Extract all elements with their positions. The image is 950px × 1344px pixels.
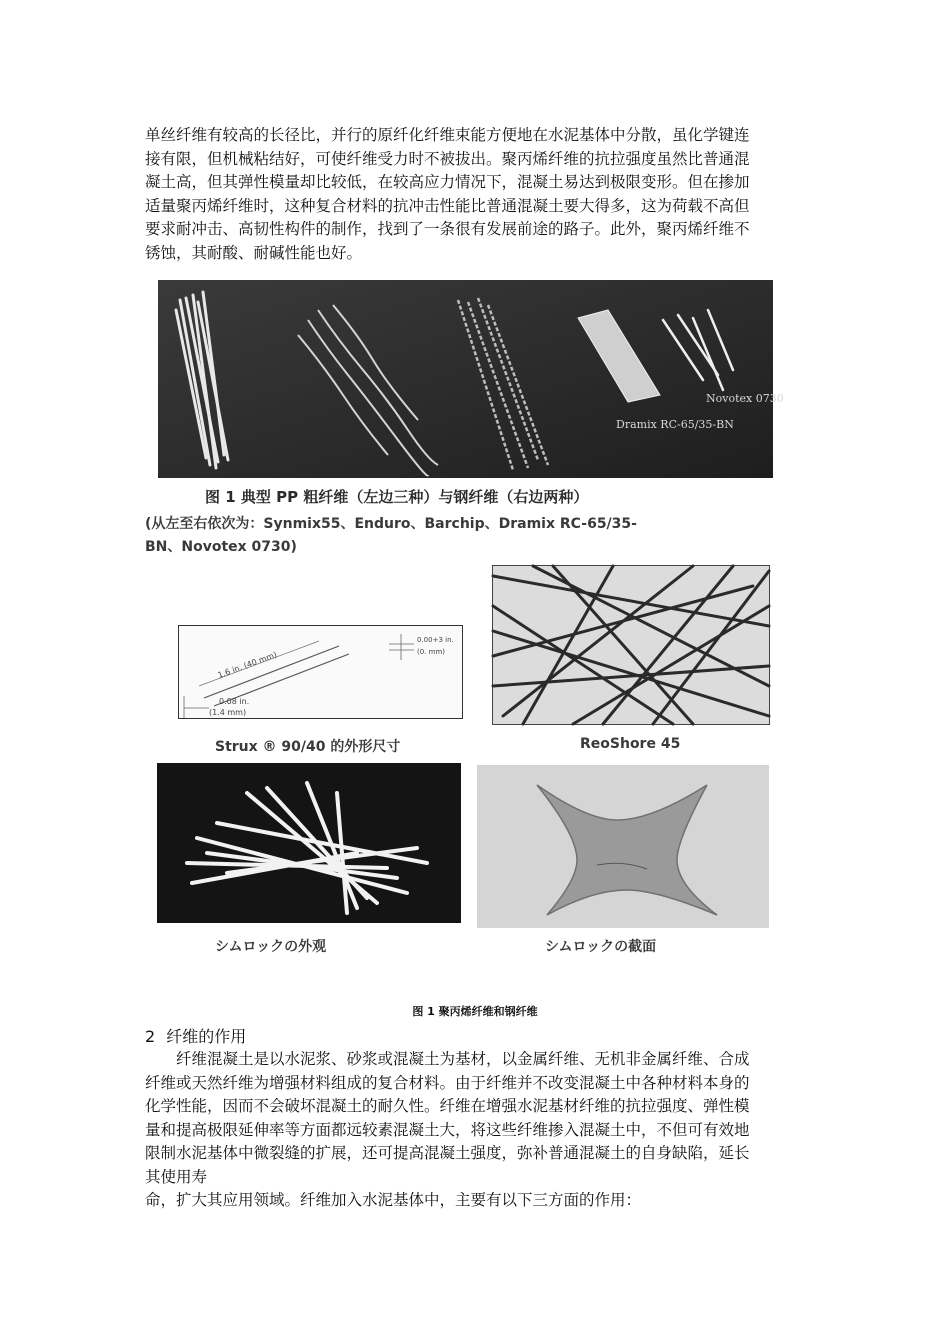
length-dimension: 1.6 in. (40 mm) — [216, 650, 279, 680]
fiber-samples-photo — [158, 280, 784, 478]
intro-paragraph — [145, 124, 809, 265]
text-line: 锈蚀，其耐酸、耐碱性能也好。 — [145, 243, 363, 262]
text-line: 化学性能，因而不会破坏混凝土的耐久性。纤维在增强水泥基材纤维的抗拉强度、弹性模 — [145, 1097, 750, 1115]
text-line: 凝土高，但其弹性模量却比较低，在较高应力情况下，混凝土易达到极限变形。但在掺加 — [145, 173, 750, 191]
width-dimension-mm: (1.4 mm) — [209, 708, 247, 717]
section-title: 纤维的作用 — [166, 1027, 247, 1046]
text-line: 纤维混凝土是以水泥浆、砂浆或混凝土为基材，以金属纤维、无机非金属纤维、合成 — [145, 1050, 750, 1068]
text-line: 命，扩大其应用领域。纤维加入水泥基体中，主要有以下三方面的作用： — [145, 1191, 642, 1209]
text-line: 适量聚丙烯纤维时，这种复合材料的抗冲击性能比普通混凝土要大得多，这为荷载不高但 — [145, 196, 750, 215]
text-line: 要求耐冲击、高韧性构件的制作，找到了一条很有发展前途的路子。此外，聚丙烯纤维不 — [145, 220, 750, 238]
text-line: 纤维或天然纤维为增强材料组成的复合材料。由于纤维并不改变混凝土中各种材料本身的 — [145, 1073, 750, 1092]
thickness-dimension: 0.00+3 in. — [417, 636, 454, 644]
dramix-label: Dramix RC-65/35-BN — [616, 418, 734, 431]
section-number: 2 — [145, 1027, 156, 1046]
strux-caption: Strux ® 90/40 的外形尺寸 — [215, 739, 401, 755]
text-line: 接有限，但机械粘结好，可使纤维受力时不被拔出。聚丙烯纤维的抗拉强度虽然比普通混 — [145, 149, 750, 168]
figure-title: 图 1 聚丙烯纤维和钢纤维 — [412, 1005, 538, 1018]
text-line: 其使用寿 — [145, 1167, 208, 1186]
reoshore-caption: ReoShore 45 — [580, 736, 681, 752]
simlock-section-photo — [477, 765, 769, 928]
reoshore-photo — [492, 565, 770, 725]
fiber-samples-illustration — [158, 280, 784, 478]
simlock-view-caption: シムロックの外观 — [215, 939, 327, 955]
simlock-section-caption: シムロックの截面 — [545, 939, 657, 955]
section-heading — [145, 1024, 246, 1047]
thickness-dimension-mm: (0. mm) — [417, 648, 446, 656]
novotex-label: Novotex 0730 — [706, 392, 784, 405]
figure1-caption: 图 1 典型 PP 粗纤维（左边三种）与钢纤维（右边两种） — [205, 488, 589, 506]
simlock-view-photo — [157, 763, 461, 923]
strux-dimension-diagram — [178, 625, 463, 719]
width-dimension: 0.08 in. — [219, 697, 250, 706]
text-line: 限制水泥基体中微裂缝的扩展，还可提高混凝土强度，弥补普通混凝土的自身缺陷，延长 — [145, 1144, 750, 1162]
text-line: 单丝纤维有较高的长径比，并行的原纤化纤维束能方便地在水泥基体中分散，虽化学键连 — [145, 126, 750, 144]
fiber-figure — [145, 280, 785, 955]
body-paragraph — [145, 1048, 809, 1213]
figure1-subcaption-line1: (从左至右依次为：Synmix55、Enduro、Barchip、Dramix RC-65/35- — [145, 516, 637, 532]
figure1-subcaption-line2: BN、Novotex 0730) — [145, 539, 297, 555]
text-line: 量和提高极限延伸率等方面都远较素混凝土大，将这些纤维掺入混凝土中，不但可有效地 — [145, 1120, 750, 1139]
